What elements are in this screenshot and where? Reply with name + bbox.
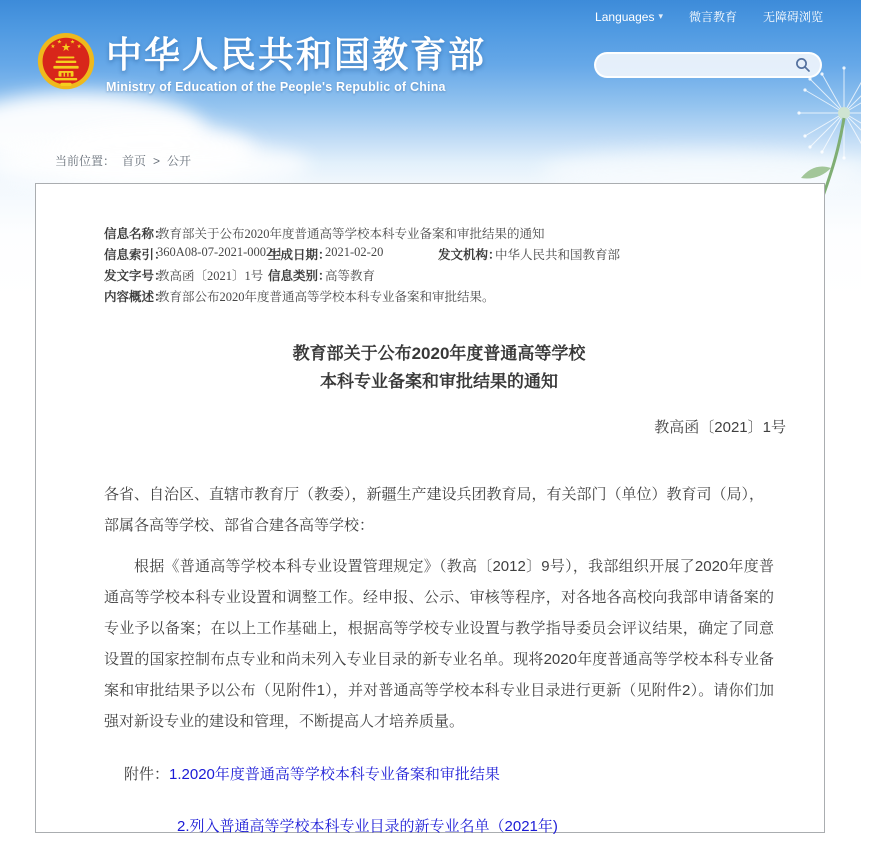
info-org-value: 中华人民共和国教育部: [495, 248, 621, 262]
info-row-summary: [104, 287, 824, 308]
svg-text:★: ★: [56, 39, 62, 46]
site-brand: [36, 27, 486, 99]
info-summary-label: 内容概述：: [104, 290, 167, 304]
info-name-label: 信息名称：: [104, 227, 167, 241]
info-date-value: 2021-02-20: [325, 245, 384, 259]
chevron-down-icon: ▾: [658, 11, 663, 21]
info-date-label: 生成日期：: [268, 248, 331, 262]
breadcrumb-separator: >: [153, 153, 161, 168]
breadcrumb-current-link[interactable]: 公开: [167, 154, 192, 168]
notice-body: 根据《普通高等学校本科专业设置管理规定》（教高〔2012〕9号），我部组织开展了2020年度普通高等学校本科专业设置和调整工作。经申报、公示、审核等程序，对各地各高校向我部申请备案的专业予以备案；在以上工作基础上，根据高等学校专业设置与教学指导委员会评议结果，确定了同意设置的国家控制布点专业和尚未列入专业目录的新专业名单。现将2020年度普通高等学校本科专业备案和审批结果予以公布（见附件1），并对普通高等学校本科专业目录进行更新（见附件2）。请你们加强对新设专业的建设和管理，不断提高人才培养质量。: [104, 558, 774, 730]
notice-article: [36, 340, 824, 842]
info-index-label: 信息索引：: [104, 248, 167, 262]
breadcrumb: [55, 152, 191, 169]
notice-title-line1: 教育部关于公布2020年度普通高等学校: [292, 344, 586, 363]
accessibility-link[interactable]: [763, 8, 823, 25]
breadcrumb-prefix: 当前位置：: [55, 154, 116, 168]
attachments-section: [104, 759, 774, 842]
search-input[interactable]: [608, 55, 794, 75]
top-nav: [595, 8, 823, 25]
svg-text:★: ★: [70, 39, 76, 46]
notice-title: [104, 340, 774, 396]
search-button[interactable]: [794, 56, 812, 74]
svg-text:★: ★: [76, 44, 82, 50]
languages-label: Languages: [595, 9, 655, 24]
attachment-link-2[interactable]: 2.列入普通高等学校本科专业目录的新专业名单（2021年): [177, 818, 558, 835]
info-category-value: 高等教育: [325, 269, 376, 283]
weiyan-link[interactable]: [689, 8, 737, 25]
accessibility-label: 无障碍浏览: [762, 10, 823, 24]
info-docno-label: 发文字号：: [104, 269, 167, 283]
info-row-index-date-org: [104, 245, 824, 266]
languages-menu[interactable]: [595, 10, 663, 24]
info-category-label: 信息类别：: [268, 269, 331, 283]
attachment-link-1[interactable]: 1.2020年度普通高等学校本科专业备案和审批结果: [169, 766, 500, 783]
content-panel: [35, 183, 825, 833]
info-index-value: 360A08-07-2021-0002-1: [157, 245, 283, 259]
search-bar: [594, 52, 822, 78]
national-emblem-logo: [36, 27, 96, 99]
breadcrumb-home-link[interactable]: 首页: [122, 154, 147, 168]
notice-salutation: 各省、自治区、直辖市教育厅（教委），新疆生产建设兵团教育局，有关部门（单位）教育司（局），部属各高等学校、部省合建各高等学校：: [104, 486, 765, 534]
notice-doc-number: 教高函〔2021〕1号: [654, 419, 786, 436]
search-icon: [795, 57, 811, 73]
info-org-label: 发文机构：: [438, 248, 501, 262]
info-row-docno-category: [104, 266, 824, 287]
svg-text:★: ★: [60, 41, 72, 54]
info-name-value: 教育部关于公布2020年度普通高等学校本科专业备案和审批结果的通知: [157, 227, 545, 241]
site-title: 中华人民共和国教育部: [106, 34, 487, 75]
weiyan-label: 微言教育: [688, 10, 737, 24]
attachment-label: 附件：: [124, 766, 170, 783]
info-summary-value: 教育部公布2020年度普通高等学校本科专业备案和审批结果。: [157, 290, 495, 304]
svg-text:★: ★: [50, 44, 56, 50]
info-docno-value: 教高函〔2021〕1号: [157, 269, 264, 283]
site-subtitle: Ministry of Education of the People's Republic of China: [106, 80, 446, 94]
document-info-table: [104, 224, 824, 308]
notice-title-line2: 本科专业备案和审批结果的通知: [320, 372, 558, 391]
info-row-name: [104, 224, 824, 245]
